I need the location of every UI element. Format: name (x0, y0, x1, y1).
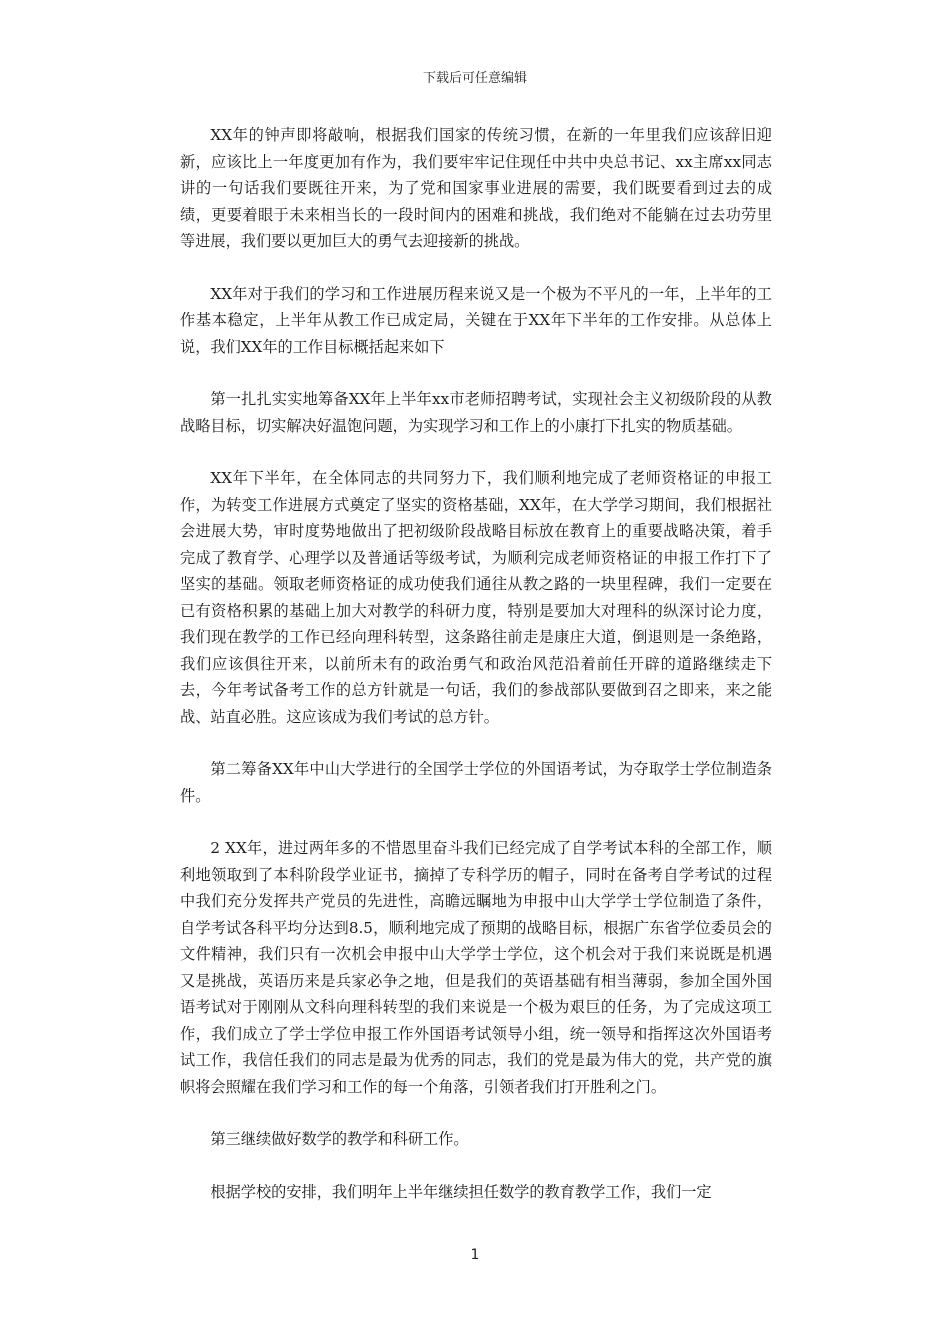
paragraph: 第三继续做好数学的教学和科研工作。 (210, 1130, 469, 1148)
paragraph: 第一扎扎实实地筹备XX年上半年xx市老师招聘考试，实现社会主义初级阶段的从教战略目标，切实解决好温饱问题，为实现学习和工作上的小康打下扎实的物质基础。 (180, 390, 772, 435)
page-header: 下载后可任意编辑 (422, 71, 527, 86)
paragraph: 第二筹备XX年中山大学进行的全国学士学位的外国语考试，为夺取学士学位制造条件。 (180, 760, 772, 805)
paragraph: XX年的钟声即将敲响，根据我们国家的传统习惯，在新的一年里我们应该辞旧迎新，应该比上一年度更加有作为，我们要牢牢记住现任中共中央总书记、xx主席xx同志讲的一句话我们要既往开来，为了党和国家事业进展的需要，我们既要看到过去的成绩，更要着眼于未来相当长的一段时间内的困难和挑战，我们绝对不能躺在过去功劳里等进展，我们要以更加巨大的勇气去迎接新的挑战。 (180, 126, 772, 250)
paragraph: XX年对于我们的学习和工作进展历程来说又是一个极为不平凡的一年，上半年的工作基本稳定，上半年从教工作已成定局，关键在于XX年下半年的工作安排。从总体上说，我们XX年的工作目标概括起来如下 (180, 284, 772, 356)
paragraph: XX年下半年，在全体同志的共同努力下，我们顺利地完成了老师资格证的申报工作，为转变工作进展方式奠定了坚实的资格基础，XX年，在大学学习期间，我们根据社会进展大势，审时度势地做出了把初级阶段战略目标放在教育上的重要战略决策，着手完成了教育学、心理学以及普通话等级考试，为顺利完成老师资格证的申报工作打下了坚实的基础。领取老师资格证的成功使我们通往从教之路的一块里程碑，我们一定要在已有资格积累的基础上加大对教学的科研力度，特别是要加大对理科的纵深讨论力度，我们现在教学的工作已经向理科转型，这条路往前走是康庄大道，倒退则是一条绝路，我们应该俱往开来，以前所未有的政治勇气和政治风范沿着前任开辟的道路继续走下去，今年考试备考工作的总方针就是一句话，我们的参战部队要做到召之即来，来之能战、站直必胜。这应该成为我们考试的总方针。 (180, 469, 772, 726)
page-number: 1 (470, 1247, 480, 1263)
paragraph: 2 XX年，进过两年多的不惜恩里奋斗我们已经完成了自学考试本科的全部工作，顺利地领取到了本科阶段学业证书，摘掉了专科学历的帽子，同时在备考自学考试的过程中我们充分发挥共产党员的先进性，高瞻远瞩地为申报中山大学学士学位制造了条件，自学考试各科平均分达到8.5，顺利地完成了预期的战略目标，根据广东省学位委员会的文件精神，我们只有一次机会申报中山大学学士学位，这个机会对于我们来说既是机遇又是挑战，英语历来是兵家必争之地，但是我们的英语基础有相当薄弱，参加全国外国语考试对于刚刚从文科向理科转型的我们来说是一个极为艰巨的任务，为了完成这项工作，我们成立了学士学位申报工作外国语考试领导小组，统一领导和指挥这次外国语考试工作，我信任我们的同志是最为优秀的同志，我们的党是最为伟大的党，共产党的旗帜将会照耀在我们学习和工作的每一个角落，引领者我们打开胜利之门。 (180, 839, 772, 1096)
document-body (180, 122, 772, 1231)
paragraph: 根据学校的安排，我们明年上半年继续担任数学的教育教学工作，我们一定 (210, 1182, 712, 1201)
